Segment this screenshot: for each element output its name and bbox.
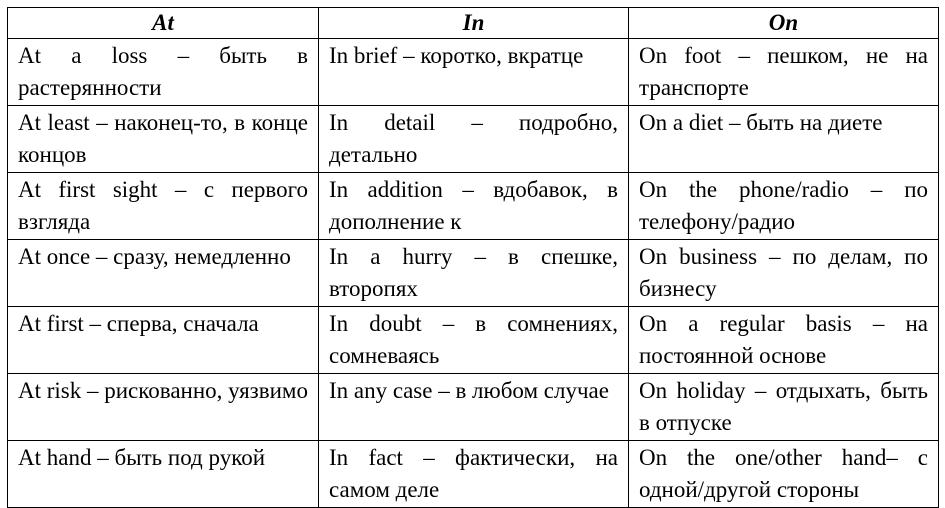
table-cell: At first sight – с первого взгляда bbox=[8, 173, 319, 240]
table-cell: At least – наконец-то, в конце концов bbox=[8, 106, 319, 173]
table-cell: In fact – фактически, на самом деле bbox=[319, 441, 629, 508]
table-cell: On business – по делам, по бизнесу bbox=[629, 240, 939, 307]
table-cell: At first – сперва, сначала bbox=[8, 307, 319, 374]
table-cell: On a regular basis – на постоянной основе bbox=[629, 307, 939, 374]
table-cell: At hand – быть под рукой bbox=[8, 441, 319, 508]
table-row bbox=[8, 39, 939, 106]
table-cell: At once – сразу, немедленно bbox=[8, 240, 319, 307]
table-row bbox=[8, 374, 939, 441]
table-row bbox=[8, 173, 939, 240]
table-cell: In detail – подробно, детально bbox=[319, 106, 629, 173]
table-cell: In brief – коротко, вкратце bbox=[319, 39, 629, 106]
table-cell: On a diet – быть на диете bbox=[629, 106, 939, 173]
table-cell: In doubt – в сомнениях, сомневаясь bbox=[319, 307, 629, 374]
table-row bbox=[8, 307, 939, 374]
table-cell: On the phone/radio – по телефону/радио bbox=[629, 173, 939, 240]
table-row bbox=[8, 240, 939, 307]
column-header-at: At bbox=[8, 8, 319, 39]
table-cell: On foot – пешком, не на транспорте bbox=[629, 39, 939, 106]
table-cell: In addition – вдобавок, в дополнение к bbox=[319, 173, 629, 240]
table-cell: In a hurry – в спешке, второпях bbox=[319, 240, 629, 307]
table-cell: At risk – рискованно, уязвимо bbox=[8, 374, 319, 441]
table-row bbox=[8, 106, 939, 173]
table-cell: On holiday – отдыхать, быть в отпуске bbox=[629, 374, 939, 441]
column-header-in: In bbox=[319, 8, 629, 39]
column-header-on: On bbox=[629, 8, 939, 39]
table-cell: In any case – в любом случае bbox=[319, 374, 629, 441]
header-row bbox=[8, 8, 939, 39]
table-cell: On the one/other hand– с одной/другой стороны bbox=[629, 441, 939, 508]
table-row bbox=[8, 441, 939, 508]
phrase-table bbox=[7, 7, 939, 508]
table-cell: At a loss – быть в растерянности bbox=[8, 39, 319, 106]
